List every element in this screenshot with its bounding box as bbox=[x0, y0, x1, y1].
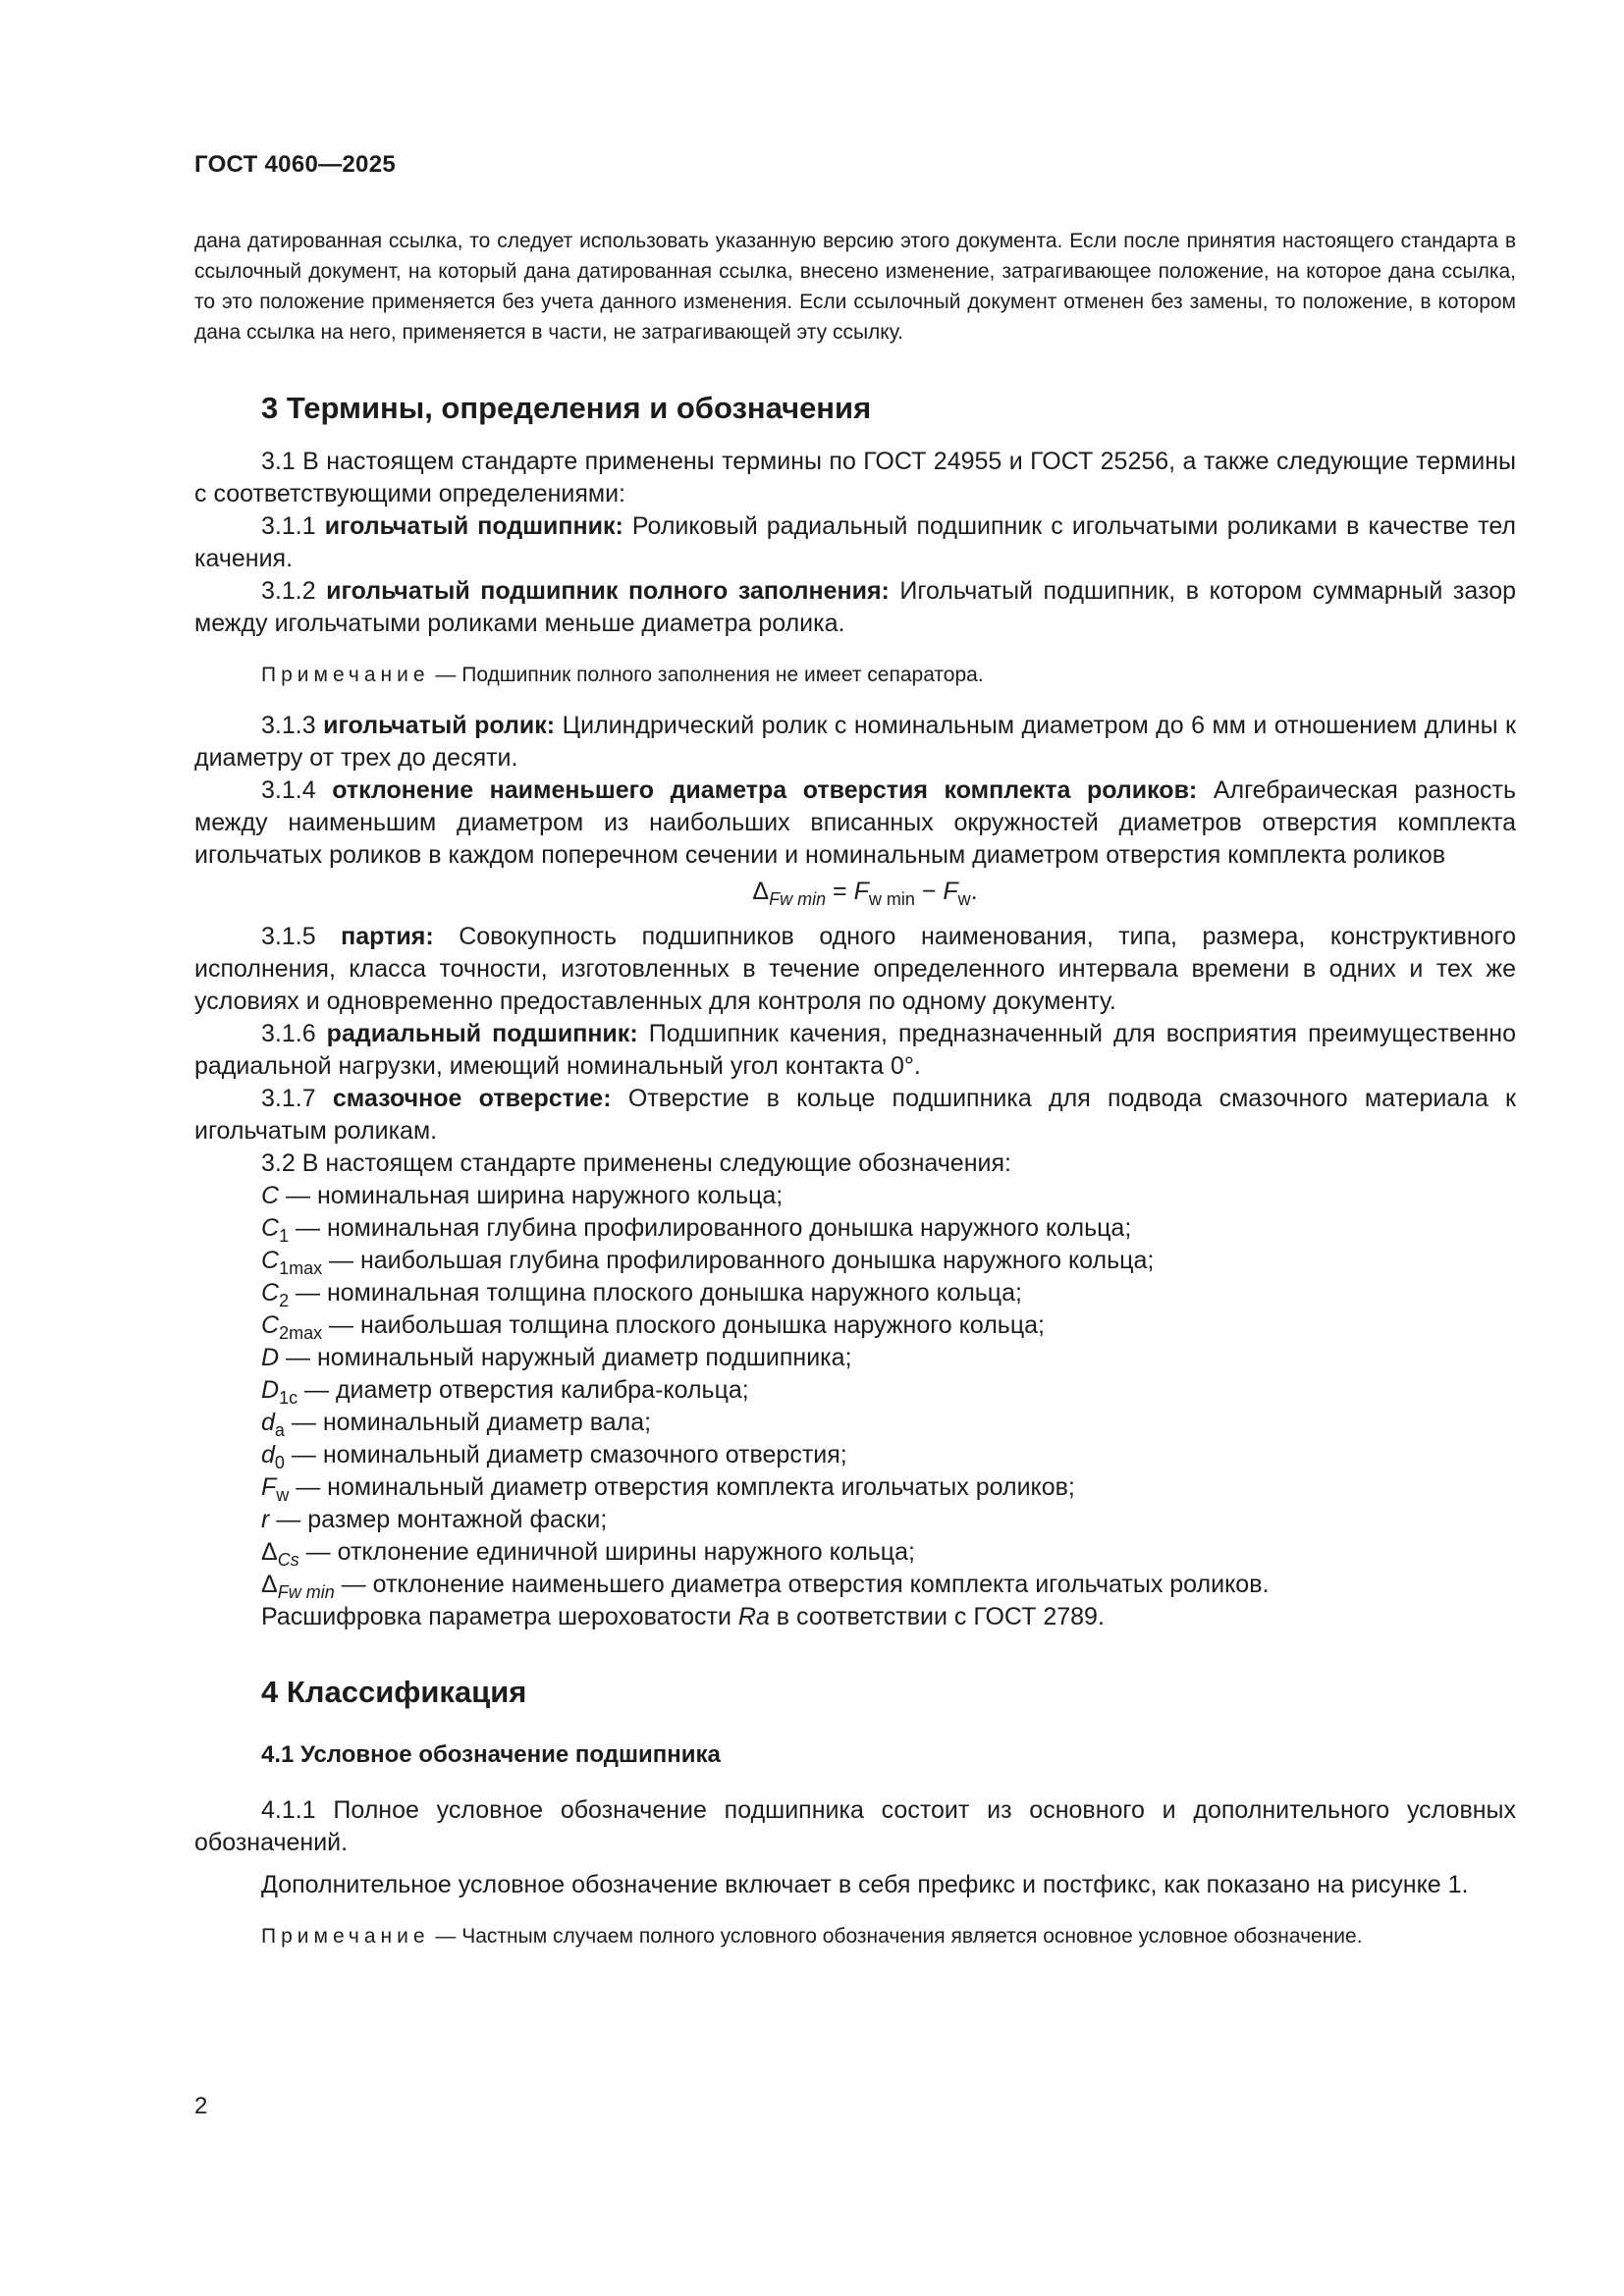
symbol-description: — размер монтажной фаски; bbox=[269, 1506, 608, 1533]
term-name: смазочное отверстие: bbox=[332, 1085, 612, 1112]
symbol-description: — диаметр отверстия калибра-кольца; bbox=[298, 1376, 749, 1404]
page-number: 2 bbox=[194, 2093, 208, 2119]
formula-deviation: $\Delta_{Fw min} = F_{w min} - F_w$. bbox=[752, 878, 978, 909]
symbol-item bbox=[194, 1309, 1516, 1342]
symbol-description: — номинальный диаметр отверстия комплекта игольчатых роликов; bbox=[289, 1473, 1075, 1501]
intro-paragraph: дана датированная ссылка, то следует использовать указанную версию этого документа. Если после принятия настоящего стандарта в ссылочный документ, на который дана датированная ссылка, внесено изменение, затрагивающее положение, на которое дана ссылка, то это положение применяется без учета данного изменения. Если ссылочный документ отменен без замены, то положение, в котором дана ссылка на него, применяется в части, не затрагивающей эту ссылку. bbox=[194, 230, 1516, 344]
term-3-1-3: 3.1.3 игольчатый ролик: Цилиндрический ролик с номинальным диаметром до 6 мм и отношением длины к диаметру от трех до десяти. bbox=[194, 712, 1516, 772]
page-content bbox=[194, 226, 1516, 1951]
symbol-letter: F bbox=[261, 1473, 277, 1501]
symbol-item bbox=[194, 1212, 1516, 1245]
symbol-subscript: w bbox=[276, 1485, 290, 1505]
symbol-description: — номинальный наружный диаметр подшипника; bbox=[279, 1344, 852, 1371]
symbol-item bbox=[194, 1439, 1516, 1471]
symbol-item bbox=[194, 1374, 1516, 1407]
symbol-item bbox=[194, 1245, 1516, 1277]
standard-header: ГОСТ 4060—2025 bbox=[194, 151, 397, 178]
symbol-description: — номинальная глубина профилированного донышка наружного кольца; bbox=[289, 1214, 1132, 1242]
symbol-item bbox=[194, 1536, 1516, 1569]
symbol-item bbox=[194, 1504, 1516, 1536]
symbol-description: — отклонение наименьшего диаметра отверстия комплекта игольчатых роликов. bbox=[334, 1571, 1270, 1598]
symbol-letter: r bbox=[261, 1506, 270, 1533]
symbol-description: — отклонение единичной ширины наружного кольца; bbox=[298, 1538, 915, 1566]
term-name: отклонение наименьшего диаметра отверстия комплекта роликов: bbox=[332, 776, 1198, 804]
symbol-letter: Δ bbox=[261, 1538, 278, 1566]
note-2: Примечание — Частным случаем полного условного обозначения является основное условное обозначение. bbox=[261, 1925, 1363, 1948]
symbol-letter: d bbox=[261, 1409, 275, 1436]
symbols-list bbox=[194, 1180, 1516, 1601]
symbol-letter: Δ bbox=[261, 1571, 278, 1598]
symbol-description: — номинальный диаметр смазочного отверстия; bbox=[284, 1441, 847, 1468]
symbol-letter: C bbox=[261, 1214, 280, 1242]
paragraph-3-1: 3.1 В настоящем стандарте применены термины по ГОСТ 24955 и ГОСТ 25256, а также следующие термины с соответствующими определениями: bbox=[194, 448, 1516, 507]
symbol-subscript: 0 bbox=[274, 1453, 285, 1472]
symbol-description: — наибольшая толщина плоского донышка наружного кольца; bbox=[322, 1311, 1046, 1339]
symbol-subscript: 2 bbox=[279, 1291, 290, 1310]
term-3-1-2: 3.1.2 игольчатый подшипник полного заполнения: Игольчатый подшипник, в котором суммарный зазор между игольчатыми роликами меньше диаметра ролика. bbox=[194, 577, 1516, 637]
symbol-letter: D bbox=[261, 1344, 280, 1371]
term-name: игольчатый подшипник полного заполнения: bbox=[326, 577, 890, 605]
symbol-letter: C bbox=[261, 1311, 280, 1339]
symbol-item bbox=[194, 1569, 1516, 1601]
section-4-title: 4 Классификация bbox=[261, 1675, 527, 1709]
symbol-item bbox=[194, 1471, 1516, 1504]
paragraph-additional: Дополнительное условное обозначение включает в себя префикс и постфикс, как показано на рисунке 1. bbox=[261, 1871, 1469, 1898]
symbol-subscript: 1 bbox=[279, 1226, 290, 1246]
symbol-letter: C bbox=[261, 1247, 280, 1274]
symbol-description: — наибольшая глубина профилированного донышка наружного кольца; bbox=[322, 1247, 1155, 1274]
symbol-letter: d bbox=[261, 1441, 275, 1468]
symbol-subscript: Fw min bbox=[277, 1582, 335, 1602]
paragraph-4-1-1: 4.1.1 Полное условное обозначение подшипника состоит из основного и дополнительного условных обозначений. bbox=[194, 1796, 1516, 1856]
symbol-item bbox=[194, 1407, 1516, 1439]
term-name: игольчатый ролик: bbox=[323, 712, 556, 739]
symbol-subscript: a bbox=[274, 1420, 285, 1440]
roughness-line: Расшифровка параметра шероховатости Ra в соответствии с ГОСТ 2789. bbox=[261, 1603, 1105, 1630]
subsection-4-1-title: 4.1 Условное обозначение подшипника bbox=[261, 1741, 721, 1768]
note-1: Примечание — Подшипник полного заполнения не имеет сепаратора. bbox=[261, 664, 984, 686]
symbol-subscript: 1max bbox=[279, 1258, 323, 1278]
symbol-item bbox=[194, 1342, 1516, 1374]
term-3-1-6: 3.1.6 радиальный подшипник: Подшипник качения, предназначенный для восприятия преимущественно радиальной нагрузки, имеющий номинальный угол контакта 0°. bbox=[194, 1020, 1516, 1080]
paragraph-3-2: 3.2 В настоящем стандарте применены следующие обозначения: bbox=[261, 1149, 1011, 1177]
symbol-item bbox=[194, 1180, 1516, 1212]
term-3-1-4: 3.1.4 отклонение наименьшего диаметра отверстия комплекта роликов: Алгебраическая разность между наименьшим диаметром из наибольших вписанных окружностей диаметров отверстия комплекта игольчатых роликов в каждом поперечном сечении и номинальным диаметром отверстия комплекта роликов bbox=[194, 776, 1516, 869]
symbol-subscript: Cs bbox=[277, 1550, 299, 1570]
symbol-description: — номинальная толщина плоского донышка наружного кольца; bbox=[289, 1279, 1022, 1307]
symbol-letter: C bbox=[261, 1279, 280, 1307]
term-3-1-7: 3.1.7 смазочное отверстие: Отверстие в кольце подшипника для подвода смазочного материала к игольчатым роликам. bbox=[194, 1085, 1516, 1145]
term-name: партия: bbox=[341, 923, 434, 950]
symbol-description: — номинальный диаметр вала; bbox=[284, 1409, 652, 1436]
term-name: игольчатый подшипник: bbox=[324, 512, 623, 540]
term-3-1-1: 3.1.1 игольчатый подшипник: Роликовый радиальный подшипник с игольчатыми роликами в качестве тел качения. bbox=[194, 512, 1516, 572]
symbol-letter: C bbox=[261, 1182, 280, 1209]
symbol-subscript: 2max bbox=[279, 1323, 323, 1343]
symbol-subscript: 1c bbox=[279, 1388, 298, 1408]
term-name: радиальный подшипник: bbox=[326, 1020, 638, 1047]
term-3-1-5: 3.1.5 партия: Совокупность подшипников одного наименования, типа, размера, конструктивного исполнения, класса точности, изготовленных в течение определенного интервала времени в одних и тех же условиях и одновременно предоставленных для контроля по одному документу. bbox=[194, 923, 1517, 1015]
note-label: Примечание bbox=[261, 1925, 430, 1948]
symbol-item bbox=[194, 1277, 1516, 1309]
symbol-description: — номинальная ширина наружного кольца; bbox=[279, 1182, 784, 1209]
section-3-title: 3 Термины, определения и обозначения bbox=[261, 391, 872, 425]
note-label: Примечание bbox=[261, 664, 430, 686]
symbol-letter: D bbox=[261, 1376, 280, 1404]
